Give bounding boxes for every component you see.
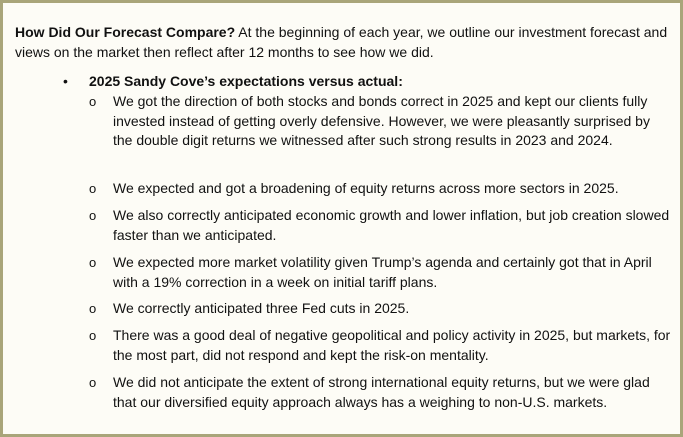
- circle-bullet-icon: o: [89, 255, 97, 270]
- list-item-text: We did not anticipate the extent of strong international equity returns, but we were glad that our diversified equity approach always has a weighing to non-U.S. markets.: [113, 374, 650, 410]
- circle-bullet-icon: o: [89, 94, 97, 109]
- list-item-text: We got the direction of both stocks and bonds correct in 2025 and kept our clients fully invested instead of getting overly defensive. However, we were pleasantly surprised by the double digit returns we witnessed after such strong results in 2023 and 2024.: [113, 93, 650, 148]
- intro-paragraph: [15, 23, 675, 62]
- circle-bullet-icon: o: [89, 375, 97, 390]
- bullet-icon: •: [63, 73, 68, 89]
- expectations-heading: 2025 Sandy Cove’s expectations versus actual:: [89, 73, 403, 89]
- circle-bullet-icon: o: [89, 181, 97, 196]
- list-item-text: We also correctly anticipated economic growth and lower inflation, but job creation slowed faster than we anticipated.: [113, 207, 670, 243]
- circle-bullet-icon: o: [89, 328, 97, 343]
- circle-bullet-icon: o: [89, 208, 97, 223]
- list-item-text: There was a good deal of negative geopolitical and policy activity in 2025, but markets, for the most part, did not respond and kept the risk-on mentality.: [113, 327, 671, 363]
- list-item-text: We correctly anticipated three Fed cuts in 2025.: [113, 300, 410, 316]
- intro-text: At the beginning of each year, we outline our investment forecast and views on the market then reflect after 12 months to see how we did.: [15, 24, 668, 60]
- list-item-text: We expected more market volatility given Trump’s agenda and certainly got that in April with a 19% correction in a week on initial tariff plans.: [113, 254, 652, 290]
- circle-bullet-icon: o: [89, 301, 97, 316]
- list-item-text: We expected and got a broadening of equity returns across more sectors in 2025.: [113, 180, 619, 196]
- intro-heading: How Did Our Forecast Compare?: [15, 24, 236, 40]
